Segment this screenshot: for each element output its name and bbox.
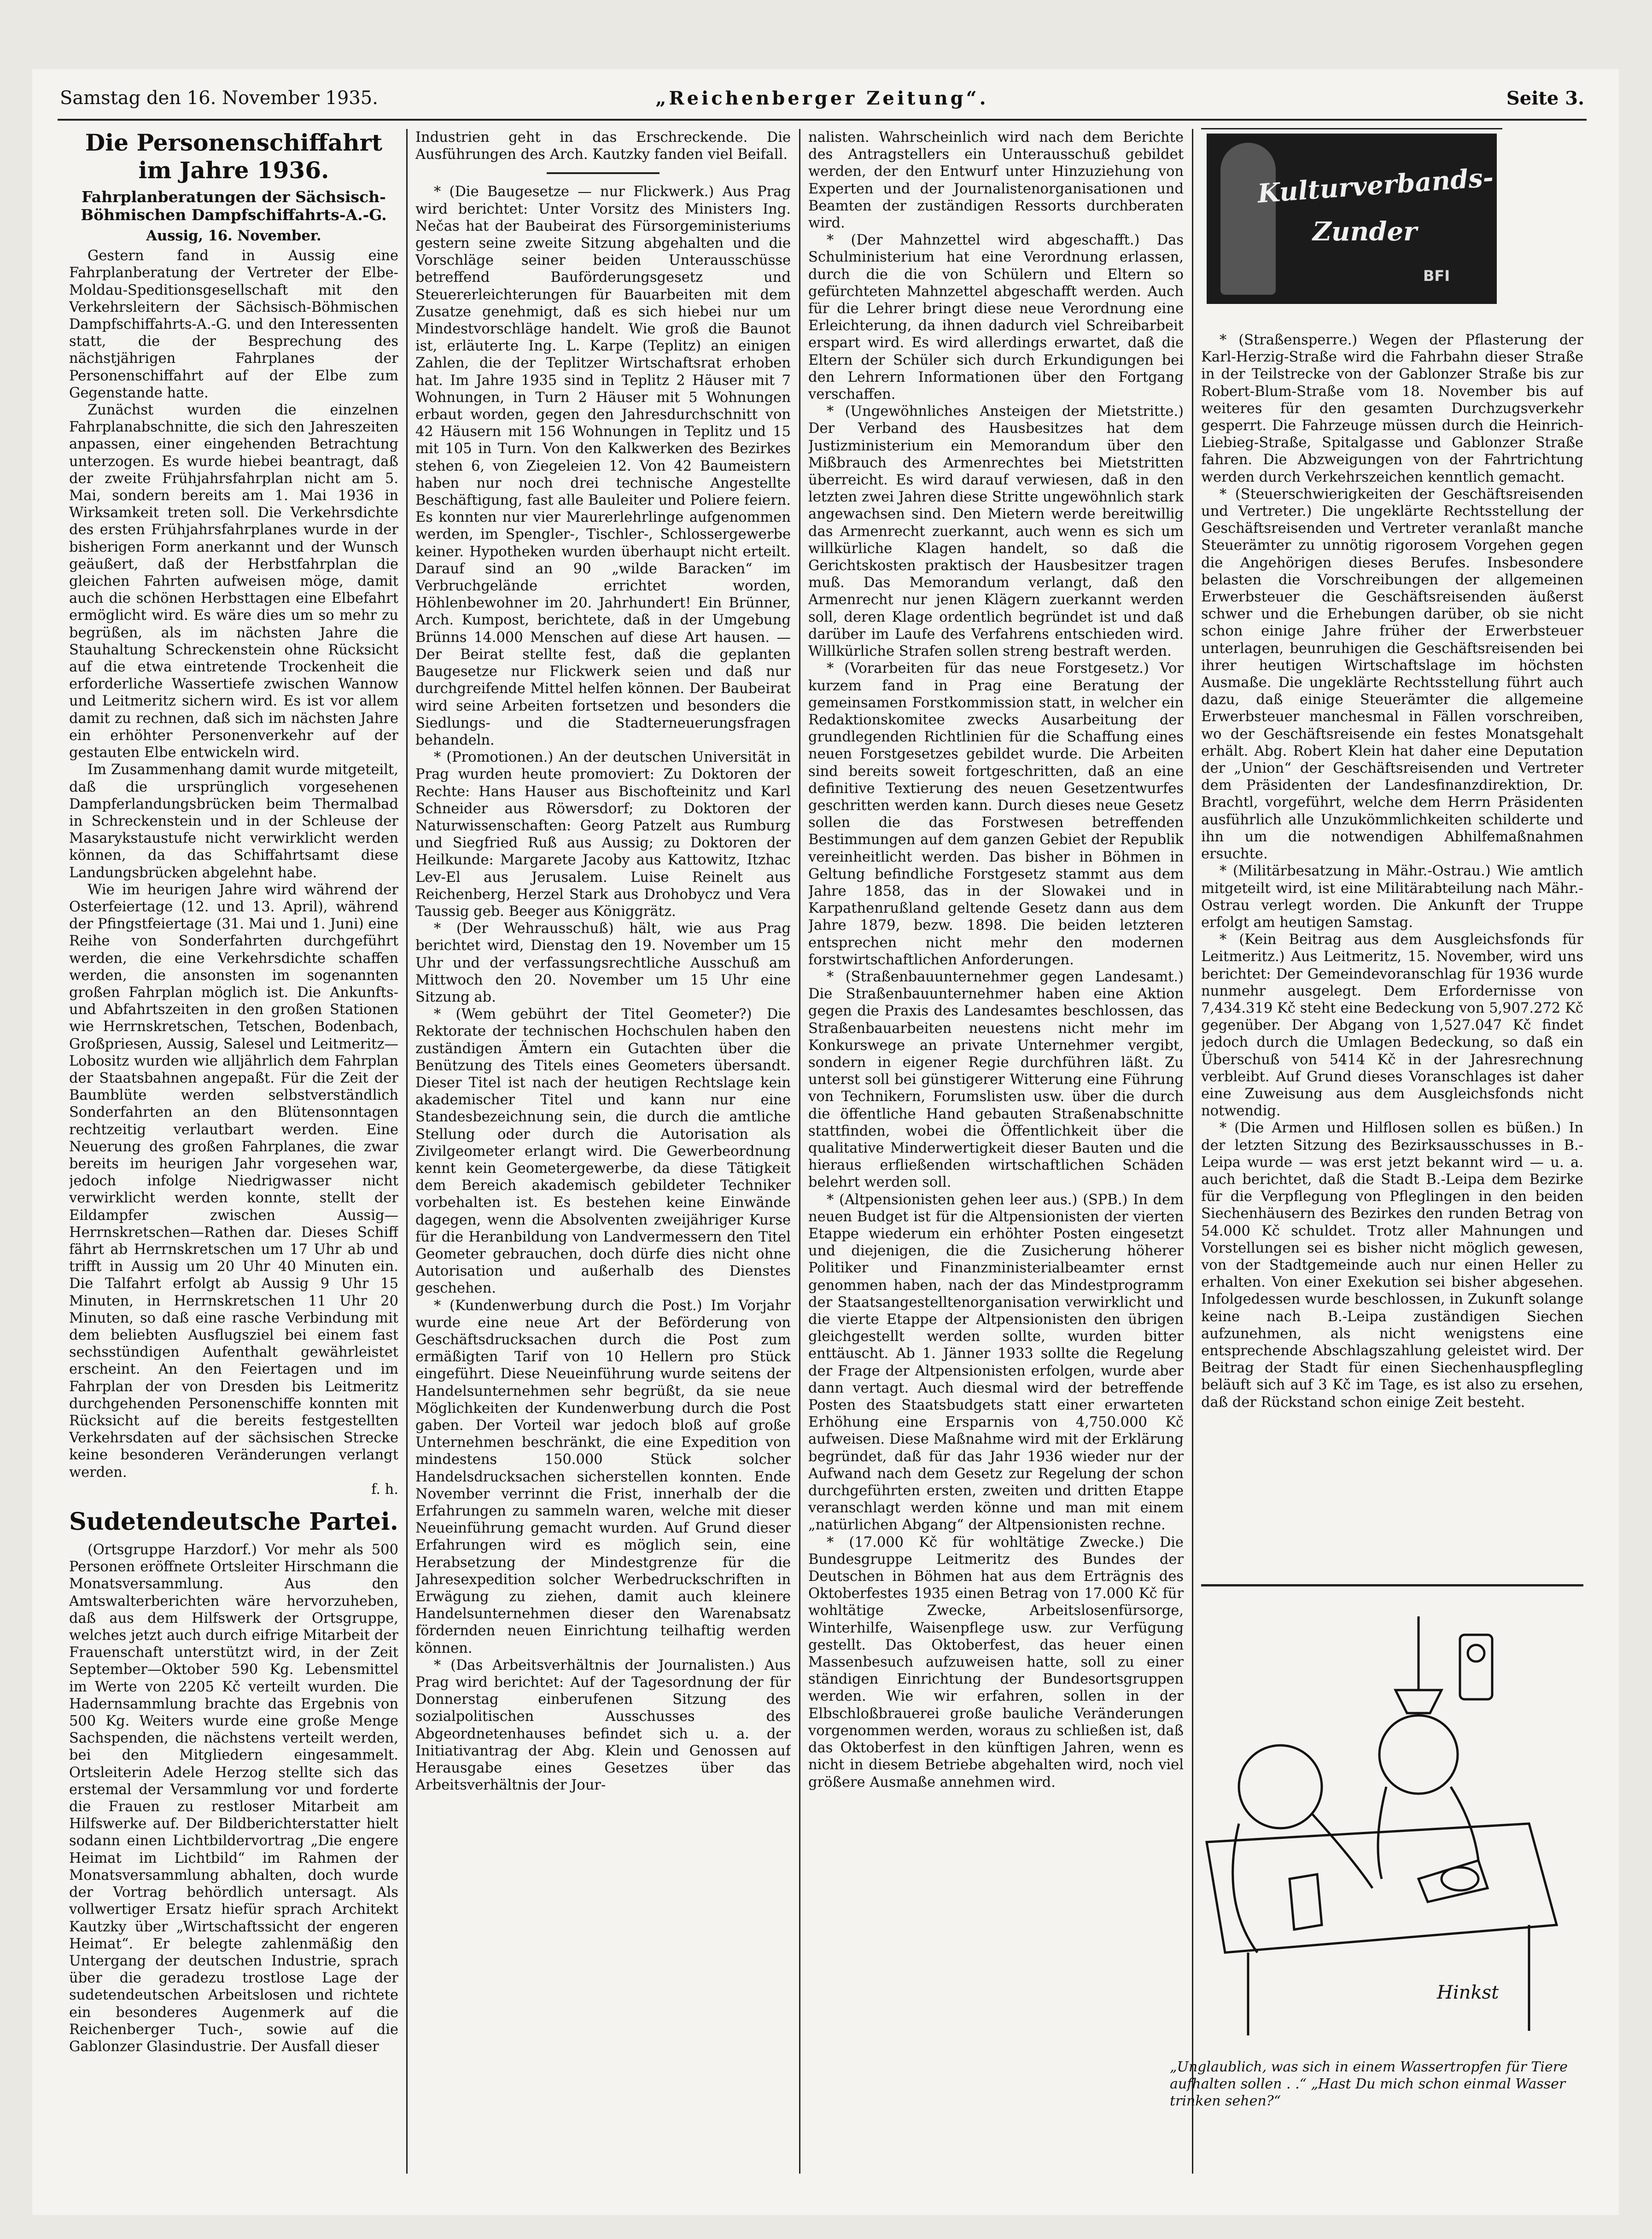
paragraph: nalisten. Wahrscheinlich wird nach dem Berichte des Antragstellers ein Unterausschuß gebildet werden, der den Entwurf unter Hinzuziehung von Experten und der Journalistenorganisationen und Beamten der zuständigen Ressorts durchberaten wird.	[808, 129, 1184, 232]
figure-silhouette-icon	[1220, 143, 1276, 295]
section-title-sudetendeutsche-partei: Sudetendeutsche Partei.	[69, 1508, 398, 1536]
cartoon-illustration	[1179, 1603, 1584, 2054]
paragraph: * (Wem gebührt der Titel Geometer?) Die Rektorate der technischen Hochschulen haben den zuständigen Ämtern ein Gutachten über die Benützung des Titels eines Geometers übersandt. Dieser Titel ist nach der heutigen Rechtslage kein akademischer Titel und kann nur eine Standesbezeichnung sein, die durch die amtliche Stellung oder durch die Autorisation als Zivilgeometer erlangt wird. Die Gewerbeordnung kennt kein Geometergewerbe, da diese Tätigkeit dem Bereich akademisch gebildeter Techniker vorbehalten ist. Es bestehen keine Einwände dagegen, wenn die Absolventen zweijähriger Kurse für die Heranbildung von Landvermessern den Titel Geometer gebrauchen, doch dürfe dies nicht ohne Autorisation und außerhalb des Dienstes geschehen.	[415, 1006, 791, 1297]
paragraph: * (17.000 Kč für wohltätige Zwecke.) Die Bundesgruppe Leitmeritz des Bundes der Deutschen in Böhmen hat aus dem Erträgnis des Oktoberfestes 1935 einen Betrag von 17.000 Kč für wohltätige Zwecke, Arbeitslosenfürsorge, Winterhilfe, Waisenpflege usw. zur Verfügung gestellt. Das Oktoberfest, das heuer einen Massenbesuch aufzuweisen hatte, soll zu einer ständigen Einrichtung der Bundesortsgruppen werden. Wie wir erfahren, sollen in der Elbschloßbrauerei große bauliche Veränderungen vorgenommen werden, woraus zu schließen ist, daß das Oktoberfest in den künftigen Jahren, wenn es nicht in diesem Betriebe abgehalten wird, noch viel größere Ausmaße annehmen wird.	[808, 1534, 1184, 1790]
paragraph: * (Kein Beitrag aus dem Ausgleichsfonds für Leitmeritz.) Aus Leitmeritz, 15. November, wird uns berichtet: Der Gemeindevoranschlag für 1936 wurde nunmehr ausgelegt. Dem Erfordernisse von 7,434.319 Kč steht eine Bedeckung von 5,907.272 Kč gegenüber. Der Abgang von 1,527.047 Kč findet jedoch durch die Umlagen Bedeckung, so daß ein Überschuß von 5414 Kč in der Jahresrechnung verbleibt. Auf Grund dieses Voranschlages ist daher eine Zuweisung aus dem Ausgleichsfonds nicht notwendig.	[1201, 932, 1583, 1120]
column-rule-1	[406, 129, 408, 2174]
article-subtitle-schiffahrt: Fahrplanberatungen der Sächsisch-Böhmischen Dampfschiffahrts-A.-G.	[81, 188, 387, 224]
paragraph: * (Altpensionisten gehen leer aus.) (SPB.) In dem neuen Budget ist für die Altpensionisten der vierten Etappe wiederum ein erhöhter Posten eingesetzt und diejenigen, die die Zusicherung höherer Politiker und Finanzministerialbeamter ernst genommen haben, nach der das Mindestprogramm der Staatsangestelltenorganisation verwirklicht und die vierte Etappe der Altpensionisten den übrigen gleichgestellt werden sollte, wurden bitter enttäuscht. Ab 1. Jänner 1933 sollte die Regelung der Frage der Altpensionisten erfolgen, wurde aber dann vertagt. Auch diesmal wird der betreffende Posten des Staatsbudgets statt einer erwarteten Erhöhung eine Ersparnis von 4,750.000 Kč aufweisen. Diese Maßnahme wird mit der Erklärung begründet, daß für das Jahr 1936 wieder nur der Aufwand nach dem Gesetz zur Regelung der schon durchgeführten ersten, zweiten und dritten Etappe veranschlagt werden könne und man mit einem „natürlichen Abgang“ der Altpensionisten rechne.	[808, 1191, 1184, 1533]
page-header	[60, 87, 1584, 115]
paragraph: Industrien geht in das Erschreckende. Die Ausführungen des Arch. Kautzky fanden viel Beifall.	[415, 129, 791, 163]
author-signature: f. h.	[371, 1481, 398, 1498]
header-date: Samstag den 16. November 1935.	[60, 87, 378, 109]
paragraph: * (Militärbesatzung in Mähr.-Ostrau.) Wie amtlich mitgeteilt wird, ist eine Militärabteilung nach Mähr.-Ostrau verlegt worden. Die Ankunft der Truppe erfolgt am heutigen Samstag.	[1201, 863, 1583, 931]
cartoon-separator	[1201, 1584, 1583, 1586]
header-page-number: Seite 3.	[1506, 87, 1584, 109]
paragraph: * (Ungewöhnliches Ansteigen der Mietstritte.) Der Verband des Hausbesitzes hat dem Justizministerium ein Memorandum über den Mißbrauch des Armenrechtes bei Mietstritten überreicht. Es wird darauf verwiesen, daß in den letzten zwei Jahren diese Stritte ungewöhnlich stark angewachsen sind. Den Mietern werde bereitwillig das Armenrecht zuerkannt, auch wenn es sich um willkürliche Klagen handelt, so daß die Gerichtskosten praktisch der Hausbesitzer tragen muß. Das Memorandum verlangt, daß den Armenrecht nur jenen Klägern zuerkannt werden soll, deren Klage ordentlich begründet ist und daß darüber im Laufe des Verfahrens entschieden wird. Willkürliche Strafen sollen streng bestraft werden.	[808, 403, 1184, 660]
advertisement-kulturverband	[1207, 134, 1497, 304]
paragraph: (Ortsgruppe Harzdorf.) Vor mehr als 500 Personen eröffnete Ortsleiter Hirschmann die Monatsversammlung. Aus den Amtswalterberichten wäre hervorzuheben, daß aus dem Hilfswerk der Ortsgruppe, welches jetzt auch durch eifrige Mitarbeit der Frauenschaft unterstützt wird, in der Zeit September—Oktober 590 Kg. Lebensmittel im Werte von 2205 Kč verteilt wurden. Die Hadernsammlung brachte das Ergebnis von 500 Kg. Weiters wurde eine große Menge Sachspenden, die nächstens verteilt werden, bei den Mitgliedern eingesammelt. Ortsleiterin Adele Herzog stellte sich das erstemal der Versammlung vor und forderte die Frauen zu restloser Mitarbeit am Hilfswerke auf. Der Bildberichterstatter hielt sodann einen Lichtbildervortrag „Die engere Heimat im Lichtbild“ im Rahmen der Monatsversammlung abhalten, doch wurde der Vortrag behördlich untersagt. Als vollwertiger Ersatz hiefür sprach Architekt Kautzky über „Wirtschaftssicht der engeren Heimat“. Er belegte zahlenmäßig den Untergang der deutschen Industrie, sprach über die geradezu trostlose Lage der sudetendeutschen Arbeitslosen und richtete ein besonderes Augenmerk auf die Reichenberger Tuch-, sowie auf die Gablonzer Glasindustrie. Der Ausfall dieser	[69, 1542, 398, 2055]
column-rule-2	[799, 129, 800, 2174]
paragraph: * (Steuerschwierigkeiten der Geschäftsreisenden und Vertreter.) Die ungeklärte Rechtsstellung der Geschäftsreisenden und Vertreter veranlaßt manche Steuerämter zu unnötig rigorosem Vorgehen gegen die Angehörigen dieses Berufes. Insbesondere belasten die Vorschreibungen der allgemeinen Erwerbsteuer die Geschäftsreisenden äußerst schwer und die Erhebungen darüber, ob sie nicht schon einige Jahre früher der Erwerbsteuer unterlagen, beunruhigen die Geschäftsreisenden bei ihrer heutigen Wirtschaftslage im höchsten Ausmaße. Die ungeklärte Rechtsstellung führt auch dazu, daß einige Steuerämter die allgemeine Erwerbsteuer manchesmal in Fällen vorschreiben, wo der Geschäftsreisende ein festes Monatsgehalt erhält. Abg. Robert Klein hat daher eine Deputation der „Union“ der Geschäftsreisenden und Vertreter dem Präsidenten der Landesfinanzdirektion, Dr. Brachtl, vorgeführt, welche dem Herrn Präsidenten ausführlich alle Unzukömmlichkeiten schilderte und ihn um die notwendigen Abhilfemaßnahmen ersuchte.	[1201, 486, 1583, 863]
paragraph: * (Vorarbeiten für das neue Forstgesetz.) Vor kurzem fand in Prag eine Beratung der gemeinsamen Forstkommission statt, in welcher ein Redaktionskomitee zwecks Ausarbeitung der grundlegenden Richtlinien für die Schaffung eines neuen Forstgesetzes gebildet wurde. Die Arbeiten sind bereits soweit fortgeschritten, daß an eine definitive Textierung des neuen Gesetzentwurfes geschritten werden kann. Durch dieses neue Gesetz sollen die das Forstwesen betreffenden Bestimmungen auf dem ganzen Gebiet der Republik vereinheitlicht werden. Das bisher in Böhmen in Geltung befindliche Forstgesetz stammt aus dem Jahre 1858, das in der Slowakei und in Karpathenrußland geltende Gesetz dann aus dem Jahre 1879, bezw. 1898. Die beiden letzteren entsprechen nicht mehr den modernen forstwirtschaftlichen Anforderungen.	[808, 660, 1184, 968]
column-1	[69, 129, 398, 2174]
paragraph: Gestern fand in Aussig eine Fahrplanberatung der Vertreter der Elbe-Moldau-Speditionsgesellschaft mit den Verkehrsleitern der Sächsisch-Böhmischen Dampfschiffahrts-A.-G. und den Interessenten statt, die der Besprechung des nächstjährigen Fahrplanes der Personenschiffahrt auf der Elbe zum Gegenstande hatte.	[69, 248, 398, 401]
paragraph: * (Das Arbeitsverhältnis der Journalisten.) Aus Prag wird berichtet: Auf der Tagesordnung der für Donnerstag einberufenen Sitzung des sozialpolitischen Ausschusses des Abgeordnetenhauses befindet sich u. a. der Initiativantrag der Abg. Klein und Genossen auf Herausgabe eines Gesetzes über das Arbeitsverhältnis der Jour-	[415, 1657, 791, 1794]
paragraph: * (Straßensperre.) Wegen der Pflasterung der Karl-Herzig-Straße wird die Fahrbahn dieser Straße in der Teilstrecke von der Gablonzer Straße bis zur Robert-Blum-Straße vom 18. November bis auf weiteres für den gesamten Durchzugsverkehr gesperrt. Die Fahrzeuge müssen durch die Heinrich-Liebieg-Straße, Spitalgasse und Gablonzer Straße fahren. Die Abzweigungen von der Fahrtrichtung werden durch Verkehrszeichen kenntlich gemacht.	[1201, 332, 1583, 485]
ad-frame	[1201, 128, 1502, 129]
ad-headline: Kulturverbands-	[1256, 162, 1494, 209]
cartoon-signature: Hinkst	[1437, 1982, 1499, 2003]
cartoon-caption: „Unglaublich, was sich in einem Wassertropfen für Tiere aufhalten sollen . .“ „Hast Du mich schon einmal Wasser trinken sehen?“	[1170, 2059, 1568, 2109]
column-2	[415, 129, 791, 2174]
ad-brand: BFI	[1423, 267, 1450, 285]
paragraph: * (Der Wehrausschuß) hält, wie aus Prag berichtet wird, Dienstag den 19. November um 15 Uhr und der verfassungsrechtliche Ausschuß am Mittwoch den 20. November um 15 Uhr eine Sitzung ab.	[415, 921, 791, 1005]
paragraph: * (Kundenwerbung durch die Post.) Im Vorjahr wurde eine neue Art der Beförderung von Geschäftsdrucksachen durch die Post zum ermäßigten Tarif von 10 Hellern pro Stück eingeführt. Diese Neueinführung wurde seitens der Handelsunternehmen sehr begrüßt, da sie neue Möglichkeiten der Kundenwerbung durch die Post gaben. Der Vorteil war jedoch bloß auf große Unternehmen beschränkt, die eine Expedition von mindestens 150.000 Stück solcher Handelsdrucksachen sicherstellen konnten. Ende November verrinnt die Frist, innerhalb der die Erfahrungen zu sammeln waren, welche mit dieser Neueinführung gemacht wurden. Auf Grund dieser Erfahrungen wird es möglich sein, eine Herabsetzung der Mindestgrenze für die Jahresexpedition solcher Werbedruckschriften in Erwägung zu ziehen, damit auch kleinere Handelsunternehmen dieser den Warenabsatz fördernden neuen Einrichtung teilhaftig werden können.	[415, 1297, 791, 1656]
ad-product: Zunder	[1313, 216, 1417, 247]
paragraph: Im Zusammenhang damit wurde mitgeteilt, daß die ursprünglich vorgesehenen Dampferlandungsbrücken beim Thermalbad in Schreckenstein und in der Schleuse der Masarykstaustufe nicht verwirklicht werden können, da das Schiffahrtsamt diese Landungsbrücken abgelehnt habe.	[69, 762, 398, 881]
article-title-schiffahrt: Die Personenschiffahrt im Jahre 1936.	[85, 129, 383, 184]
paragraph: * (Straßenbauunternehmer gegen Landesamt.) Die Straßenbauunternehmer haben eine Aktion gegen die Praxis des Landesamtes beschlossen, das Straßenbauarbeiten neuestens nicht mehr im Konkurswege an private Unternehmer vergibt, sondern in eigener Regie durchführen läßt. Zu unterst soll bei günstigerer Witterung eine Führung von Technikern, Forumslisten usw. über die durch die öffentliche Hand gebauten Straßenabschnitte stattfinden, wobei die Öffentlichkeit über die qualitative Minderwertigkeit dieser Bauten und die hieraus erfließenden wirtschaftlichen Schäden belehrt werden soll.	[808, 968, 1184, 1191]
paragraph: * (Promotionen.) An der deutschen Universität in Prag wurden heute promoviert: Zu Doktoren der Rechte: Hans Hauser aus Bischofteinitz und Karl Schneider aus Röwersdorf; zu Doktoren der Naturwissenschaften: Georg Patzelt aus Rumburg und Siegfried Ruß aus Aussig; zu Doktoren der Heilkunde: Margarete Jacoby aus Kattowitz, Itzhac Lev-El aus Jerusalem. Luise Reinelt aus Reichenberg, Herzel Stark aus Drohobycz und Vera Taussig geb. Beeger aus Königgrätz.	[415, 749, 791, 920]
section-divider	[547, 172, 660, 174]
paragraph: * (Der Mahnzettel wird abgeschafft.) Das Schulministerium hat eine Verordnung erlassen, durch die die von Schülern und Eltern so gefürchteten Mahnzettel abgeschafft werden. Auch für die Lehrer bringt diese neue Verordnung eine Erleichterung, da ihnen dadurch viel Schreibarbeit erspart wird. Es wird allerdings erwartet, daß die Eltern der Schüler sich durch Erkundigungen bei den Lehrern Informationen über den Fortgang verschaffen.	[808, 232, 1184, 403]
paragraph: Zunächst wurden die einzelnen Fahrplanabschnitte, die sich den Jahreszeiten anpassen, einer eingehenden Betrachtung unterzogen. Es wurde hiebei beantragt, daß der zweite Frühjahrsfahrplan nicht am 5. Mai, sondern bereits am 1. Mai 1936 in Wirksamkeit treten soll. Die Verkehrsdichte des ersten Frühjahrsfahrplanes wurde in der bisherigen Form anerkannt und der Wunsch geäußert, daß der Herbstfahrplan die gleichen Fahrten aufweisen möge, damit auch die schönen Herbsttagen eine Elbefahrt ermöglicht wird. Es wäre dies um so mehr zu begrüßen, als im nächsten Jahre die Stauhaltung Schreckenstein ohne Rücksicht auf die etwa eintretende Trockenheit die erforderliche Wassertiefe zwischen Wannow und Leitmeritz sichern wird. Es ist vor allem damit zu rechnen, daß sich im nächsten Jahre ein erhöhter Personenverkehr auf der gestauten Elbe entwickeln wird.	[69, 402, 398, 761]
column-3	[808, 129, 1184, 2174]
header-rule	[58, 119, 1587, 121]
header-masthead: „Reichenberger Zeitung“.	[655, 87, 989, 109]
paragraph: Wie im heurigen Jahre wird während der Osterfeiertage (12. und 13. April), während der Pfingstfeiertage (31. Mai und 1. Juni) eine Reihe von Sonderfahrten durchgeführt werden, die eine Verkehrsdichte schaffen werden, die ansonsten im sogenannten großen Fahrplan möglich ist. Die Ankunfts- und Abfahrtszeiten in den großen Stationen wie Herrnskretschen, Tetschen, Bodenbach, Großpriesen, Aussig, Salesel und Leitmeritz—Lobositz wurden wie alljährlich dem Fahrplan der Staatsbahnen angepaßt. Für die Zeit der Baumblüte werden selbstverständlich Sonderfahrten an den Blütensonntagen rechtzeitig verlautbart werden. Eine Neuerung des großen Fahrplanes, die zwar bereits im heurigen Jahr vorgesehen war, jedoch infolge Niedrigwasser nicht verwirklicht werden konnte, stellt der Eildampfer zwischen Aussig—Herrnskretschen—Rathen dar. Dieses Schiff fährt ab Herrnskretschen um 17 Uhr ab und trifft in Aussig um 20 Uhr 40 Minuten ein. Die Talfahrt erfolgt ab Aussig 9 Uhr 15 Minuten, in Herrnskretschen 11 Uhr 20 Minuten, so daß eine rasche Verbindung mit dem beliebten Ausflugsziel bei einem fast sechsstündigen Aufenthalt gewährleistet erscheint. An den Feiertagen und im Fahrplan der von Dresden bis Leitmeritz durchgehenden Personenschiffe konnten mit Rücksicht auf die bereits festgestellten Verkehrsdaten auf der sächsischen Strecke keine besonderen Veränderungen verlangt werden.	[69, 881, 398, 1481]
column-4	[1201, 332, 1583, 1575]
paragraph: * (Die Armen und Hilflosen sollen es büßen.) In der letzten Sitzung des Bezirksausschusses in B.-Leipa wurde — was erst jetzt bekannt wird — u. a. auch berichtet, daß die Stadt B.-Leipa dem Bezirke für die Verpflegung von Pfleglingen in den beiden Siechenhäusern des Bezirkes den runden Betrag von 54.000 Kč schuldet. Trotz aller Mahnungen und Vorstellungen sei es bisher nicht möglich gewesen, von der Stadtgemeinde auch nur einen Heller zu erhalten. Von einer Exekution sei bisher abgesehen. Infolgedessen wurde beschlossen, in Zukunft solange keine nach B.-Leipa zuständigen Siechen aufzunehmen, als nicht wenigstens eine entsprechende Abschlagszahlung geleistet wird. Der Beitrag der Stadt für einen Siechenhauspflegling beläuft sich auf 3 Kč im Tage, es ist also zu ersehen, daß der Rückstand schon einige Zeit besteht.	[1201, 1120, 1583, 1411]
paragraph: * (Die Baugesetze — nur Flickwerk.) Aus Prag wird berichtet: Unter Vorsitz des Ministers Ing. Nečas hat der Baubeirat des Fürsorgeministeriums gestern seine zweite Sitzung abgehalten und die Vorschläge seiner beiden Unterausschüsse betreffend Bauförderungsgesetz und Steuererleichterungen für Bauarbeiten mit dem Zusatze genehmigt, daß es sich hiebei nur um Mindestvorschläge handelt. Wie groß die Baunot ist, erläuterte Ing. L. Karpe (Teplitz) an einigen Zahlen, die der Teplitzer Wirtschaftsrat erhoben hat. Im Jahre 1935 sind in Teplitz 2 Häuser mit 7 Wohnungen, in Turn 2 Häuser mit 5 Wohnungen erbaut worden, gegen den Jahresdurchschnitt von 42 Häusern mit 156 Wohnungen in Teplitz und 15 mit 105 in Turn. Von den Kalkwerken des Bezirkes stehen 6, von Ziegeleien 12. Von 42 Baumeistern haben nur noch drei technische Angestellte Beschäftigung, fast alle Bauleiter und Poliere feiern. Es konnten nur vier Maurerlehrlinge aufgenommen werden, im Spengler-, Tischler-, Schlossergewerbe keiner. Hypotheken wurden überhaupt nicht erteilt. Darauf sind an 90 „wilde Baracken“ im Verbruchgelände errichtet worden, Höhlenbewohner im 20. Jahrhundert! Ein Brünner, Arch. Kumpost, berichtete, daß in der Umgebung Brünns 14.000 Menschen auf diese Art hausen. — Der Beirat stellte fest, daß die geplanten Baugesetze nur Flickwerk seien und daß nur durchgreifende Mittel helfen können. Der Baubeirat wird seine Arbeiten fortsetzen und besonders die Siedlungs- und die Stadterneuerungsfragen behandeln.	[415, 184, 791, 748]
article-dateline: Aussig, 16. November.	[146, 227, 321, 244]
